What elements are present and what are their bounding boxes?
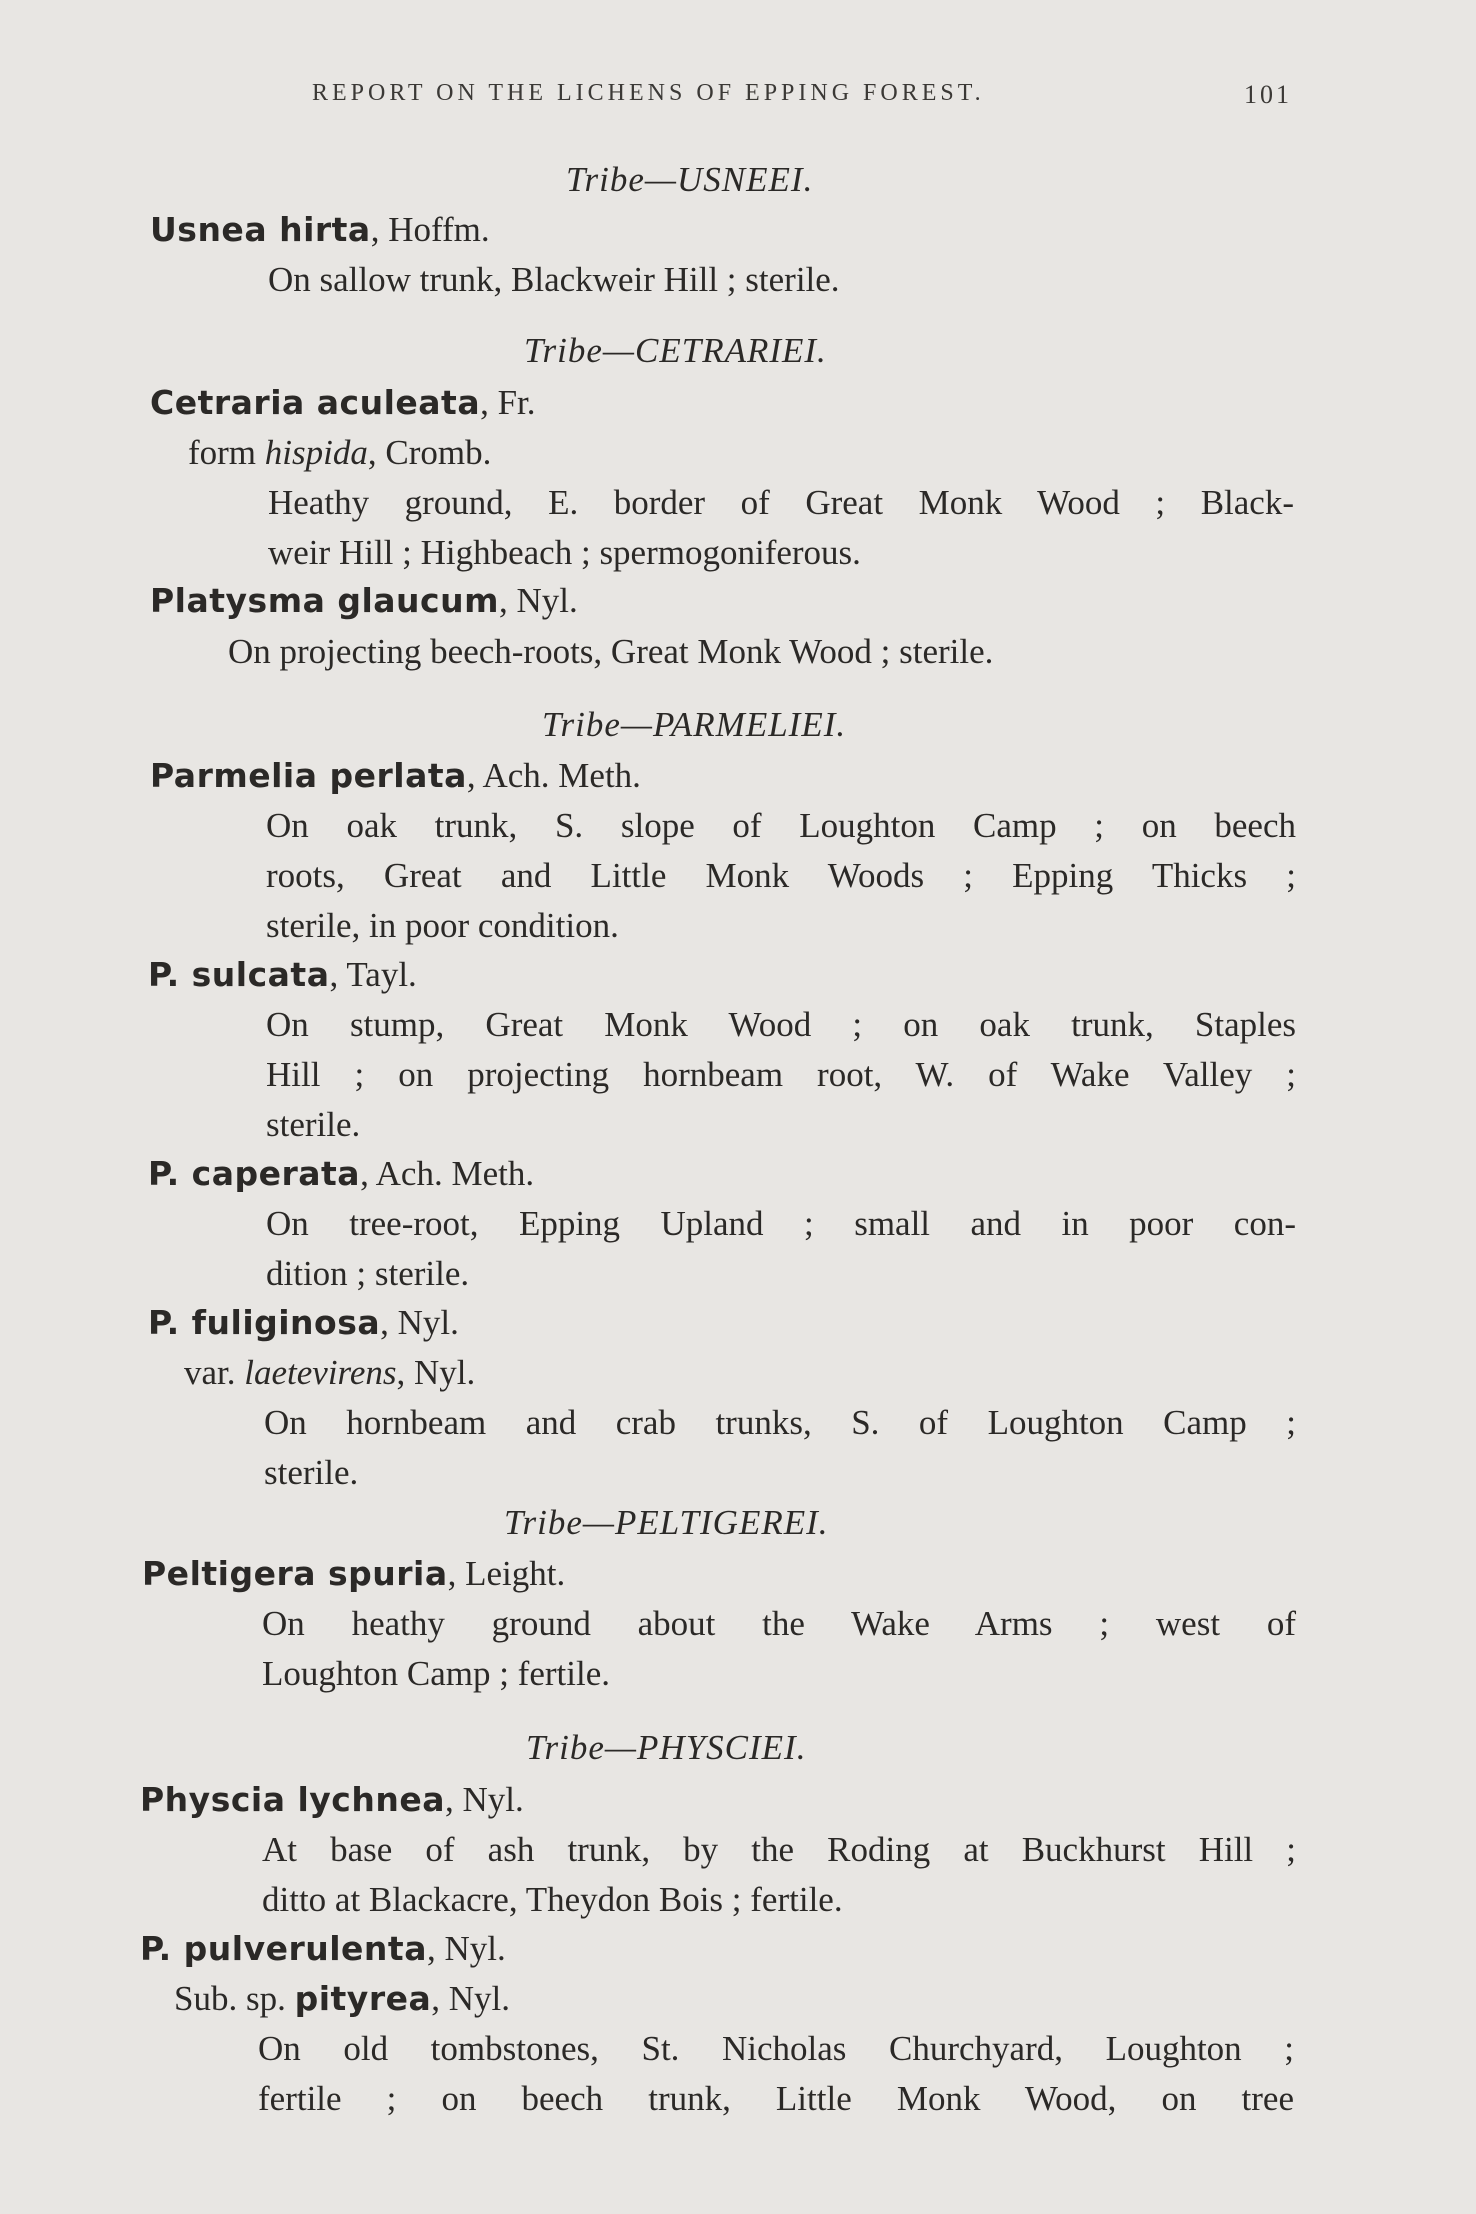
species-name: Platysma glaucum bbox=[150, 581, 499, 620]
locality-line: Heathy ground, E. border of Great Monk Wood ; Black- bbox=[268, 483, 1294, 522]
locality-line: ditto at Blackacre, Theydon Bois ; fertile. bbox=[262, 1880, 843, 1919]
form-name: hispida bbox=[264, 433, 368, 472]
species-entry bbox=[140, 1931, 506, 1966]
species-entry bbox=[150, 212, 490, 247]
species-entry bbox=[148, 957, 417, 992]
subspecies-authority: , Nyl. bbox=[431, 1979, 510, 2018]
species-entry bbox=[142, 1556, 565, 1591]
tribe-heading: Tribe—CETRARIEI. bbox=[524, 331, 827, 370]
species-entry bbox=[148, 1156, 534, 1191]
form-label: form bbox=[188, 433, 265, 472]
locality-line: fertile ; on beech trunk, Little Monk Wood, on tree bbox=[258, 2079, 1294, 2118]
species-authority: , Ach. Meth. bbox=[466, 756, 641, 795]
locality-line: On tree-root, Epping Upland ; small and in poor con- bbox=[266, 1204, 1296, 1243]
locality-line: Hill ; on projecting hornbeam root, W. of Wake Valley ; bbox=[266, 1055, 1296, 1094]
subspecies-label: Sub. sp. bbox=[174, 1979, 295, 2018]
species-authority: , Tayl. bbox=[329, 955, 417, 994]
subspecies-name: pityrea bbox=[294, 1979, 432, 2018]
locality-line: roots, Great and Little Monk Woods ; Epping Thicks ; bbox=[266, 856, 1296, 895]
species-name: Cetraria aculeata bbox=[150, 383, 481, 422]
locality-line: On sallow trunk, Blackweir Hill ; sterile. bbox=[268, 260, 840, 299]
species-authority: , Nyl. bbox=[380, 1303, 459, 1342]
species-name: Physcia lychnea bbox=[140, 1780, 445, 1819]
species-entry bbox=[150, 758, 641, 793]
locality-line: sterile, in poor condition. bbox=[266, 906, 619, 945]
tribe-heading: Tribe—PELTIGEREI. bbox=[504, 1503, 829, 1542]
locality-line: dition ; sterile. bbox=[266, 1254, 470, 1293]
species-authority: , Hoffm. bbox=[370, 210, 490, 249]
species-authority: , Nyl. bbox=[426, 1929, 506, 1968]
running-title: REPORT ON THE LICHENS OF EPPING FOREST. bbox=[312, 80, 985, 106]
locality-line: On oak trunk, S. slope of Loughton Camp ; on beech bbox=[266, 806, 1296, 845]
page-header bbox=[0, 80, 1476, 120]
tribe-heading: Tribe—PARMELIEI. bbox=[542, 705, 847, 744]
species-name: Parmelia perlata bbox=[150, 756, 467, 795]
species-entry bbox=[148, 1305, 459, 1340]
species-authority: , Leight. bbox=[447, 1554, 566, 1593]
species-name: Usnea hirta bbox=[150, 210, 371, 249]
species-authority: , Nyl. bbox=[498, 581, 578, 620]
locality-line: On hornbeam and crab trunks, S. of Loughton Camp ; bbox=[264, 1403, 1296, 1442]
species-name: P. sulcata bbox=[148, 955, 330, 994]
species-name: P. fuliginosa bbox=[148, 1303, 381, 1342]
species-entry bbox=[140, 1782, 524, 1817]
page-number: 101 bbox=[1244, 80, 1292, 109]
species-name: P. pulverulenta bbox=[140, 1929, 427, 1968]
locality-line: sterile. bbox=[266, 1105, 361, 1144]
form-entry bbox=[188, 435, 491, 470]
species-authority: , Fr. bbox=[480, 383, 536, 422]
locality-line: Loughton Camp ; fertile. bbox=[262, 1654, 610, 1693]
species-authority: , Ach. Meth. bbox=[360, 1154, 535, 1193]
locality-line: weir Hill ; Highbeach ; spermogoniferous. bbox=[268, 533, 861, 572]
variety-name: laetevirens bbox=[244, 1353, 397, 1392]
locality-line: On old tombstones, St. Nicholas Churchyard, Loughton ; bbox=[258, 2029, 1294, 2068]
locality-line: On stump, Great Monk Wood ; on oak trunk, Staples bbox=[266, 1005, 1296, 1044]
locality-line: sterile. bbox=[264, 1453, 359, 1492]
tribe-heading: Tribe—USNEEI. bbox=[566, 160, 814, 199]
species-name: Peltigera spuria bbox=[142, 1554, 448, 1593]
locality-line: At base of ash trunk, by the Roding at Buckhurst Hill ; bbox=[262, 1830, 1296, 1869]
species-entry bbox=[150, 583, 578, 618]
species-name: P. caperata bbox=[148, 1154, 361, 1193]
variety-entry bbox=[184, 1355, 475, 1390]
subspecies-entry bbox=[174, 1981, 510, 2016]
variety-label: var. bbox=[184, 1353, 245, 1392]
species-entry bbox=[150, 385, 536, 420]
locality-line: On heathy ground about the Wake Arms ; west of bbox=[262, 1604, 1296, 1643]
locality-line: On projecting beech-roots, Great Monk Wood ; sterile. bbox=[228, 632, 994, 671]
variety-authority: , Nyl. bbox=[396, 1353, 476, 1392]
species-authority: , Nyl. bbox=[444, 1780, 524, 1819]
form-authority: , Cromb. bbox=[367, 433, 492, 472]
tribe-heading: Tribe—PHYSCIEI. bbox=[526, 1728, 807, 1767]
